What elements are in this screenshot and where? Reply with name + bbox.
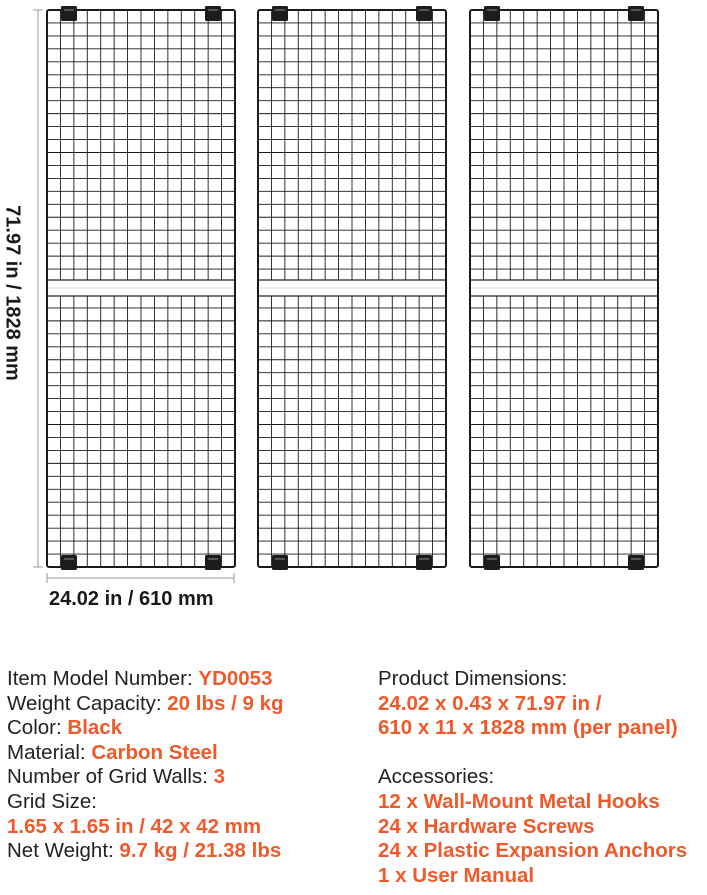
dimensions-accessories-list (378, 667, 687, 888)
grid-panel-1 (45, 6, 237, 570)
wall-hook-highlight (275, 9, 285, 11)
height-dimension-label: 71.97 in / 1828 mm (1, 205, 24, 381)
spec-label: Color: (7, 716, 68, 740)
width-dimension-label: 24.02 in / 610 mm (49, 588, 214, 610)
spec-net-weight (7, 839, 284, 864)
wall-hook-highlight (64, 558, 74, 560)
accessories-heading: Accessories: (378, 765, 495, 789)
wall-hook-highlight (487, 9, 497, 11)
wall-hook-icon (205, 555, 221, 570)
wall-hook-icon (628, 6, 644, 21)
spec-color (7, 716, 284, 741)
accessory-item: 24 x Hardware Screws (378, 814, 595, 838)
spec-label: Material: (7, 740, 92, 764)
spec-label: Item Model Number: (7, 667, 199, 690)
wall-hook-icon (628, 555, 644, 570)
spec-model-number (7, 667, 284, 692)
wall-hook-icon (61, 555, 77, 570)
product-dimensions-heading: Product Dimensions: (378, 667, 568, 690)
grid-panel-2 (256, 6, 448, 570)
spec-label: Net Weight: (7, 839, 120, 863)
wall-hook-icon (272, 6, 288, 21)
accessory-item: 12 x Wall-Mount Metal Hooks (378, 789, 660, 813)
spec-weight-capacity (7, 692, 284, 717)
spec-grid-size-label (7, 790, 284, 815)
grid-panel-3 (468, 6, 660, 570)
wall-hook-icon (272, 555, 288, 570)
accessory-item: 1 x User Manual (378, 863, 535, 887)
product-dimensions-imperial: 24.02 x 0.43 x 71.97 in / (378, 691, 602, 715)
spec-value: 20 lbs / 9 kg (167, 691, 284, 715)
wall-hook-icon (205, 6, 221, 21)
spec-value: YD0053 (198, 667, 273, 690)
wall-hook-icon (416, 6, 432, 21)
wall-hook-icon (484, 6, 500, 21)
spec-value: 3 (213, 765, 225, 789)
spec-grid-walls (7, 765, 284, 790)
wall-hook-highlight (487, 558, 497, 560)
wall-hook-highlight (208, 9, 218, 11)
spec-value: Carbon Steel (91, 740, 218, 764)
accessory-item: 24 x Plastic Expansion Anchors (378, 839, 688, 863)
wall-hook-icon (61, 6, 77, 21)
spec-grid-size-value (7, 815, 284, 840)
specifications-list (7, 667, 284, 864)
spec-label: Grid Size: (7, 789, 97, 813)
wall-hook-highlight (419, 558, 429, 560)
spec-label: Weight Capacity: (7, 691, 168, 715)
wall-hook-highlight (275, 558, 285, 560)
spec-value: 1.65 x 1.65 in / 42 x 42 mm (7, 814, 262, 838)
product-dimensions-metric: 610 x 11 x 1828 mm (per panel) (378, 716, 678, 740)
spec-label: Number of Grid Walls: (7, 765, 214, 789)
wall-hook-icon (416, 555, 432, 570)
wall-hook-icon (484, 555, 500, 570)
wall-hook-highlight (64, 9, 74, 11)
spec-value: 9.7 kg / 21.38 lbs (119, 839, 282, 863)
wall-hook-highlight (419, 9, 429, 11)
wall-hook-highlight (208, 558, 218, 560)
section-spacer (378, 741, 687, 766)
wall-hook-highlight (631, 9, 641, 11)
wall-hook-highlight (631, 558, 641, 560)
spec-value: Black (67, 716, 123, 740)
spec-material (7, 741, 284, 766)
